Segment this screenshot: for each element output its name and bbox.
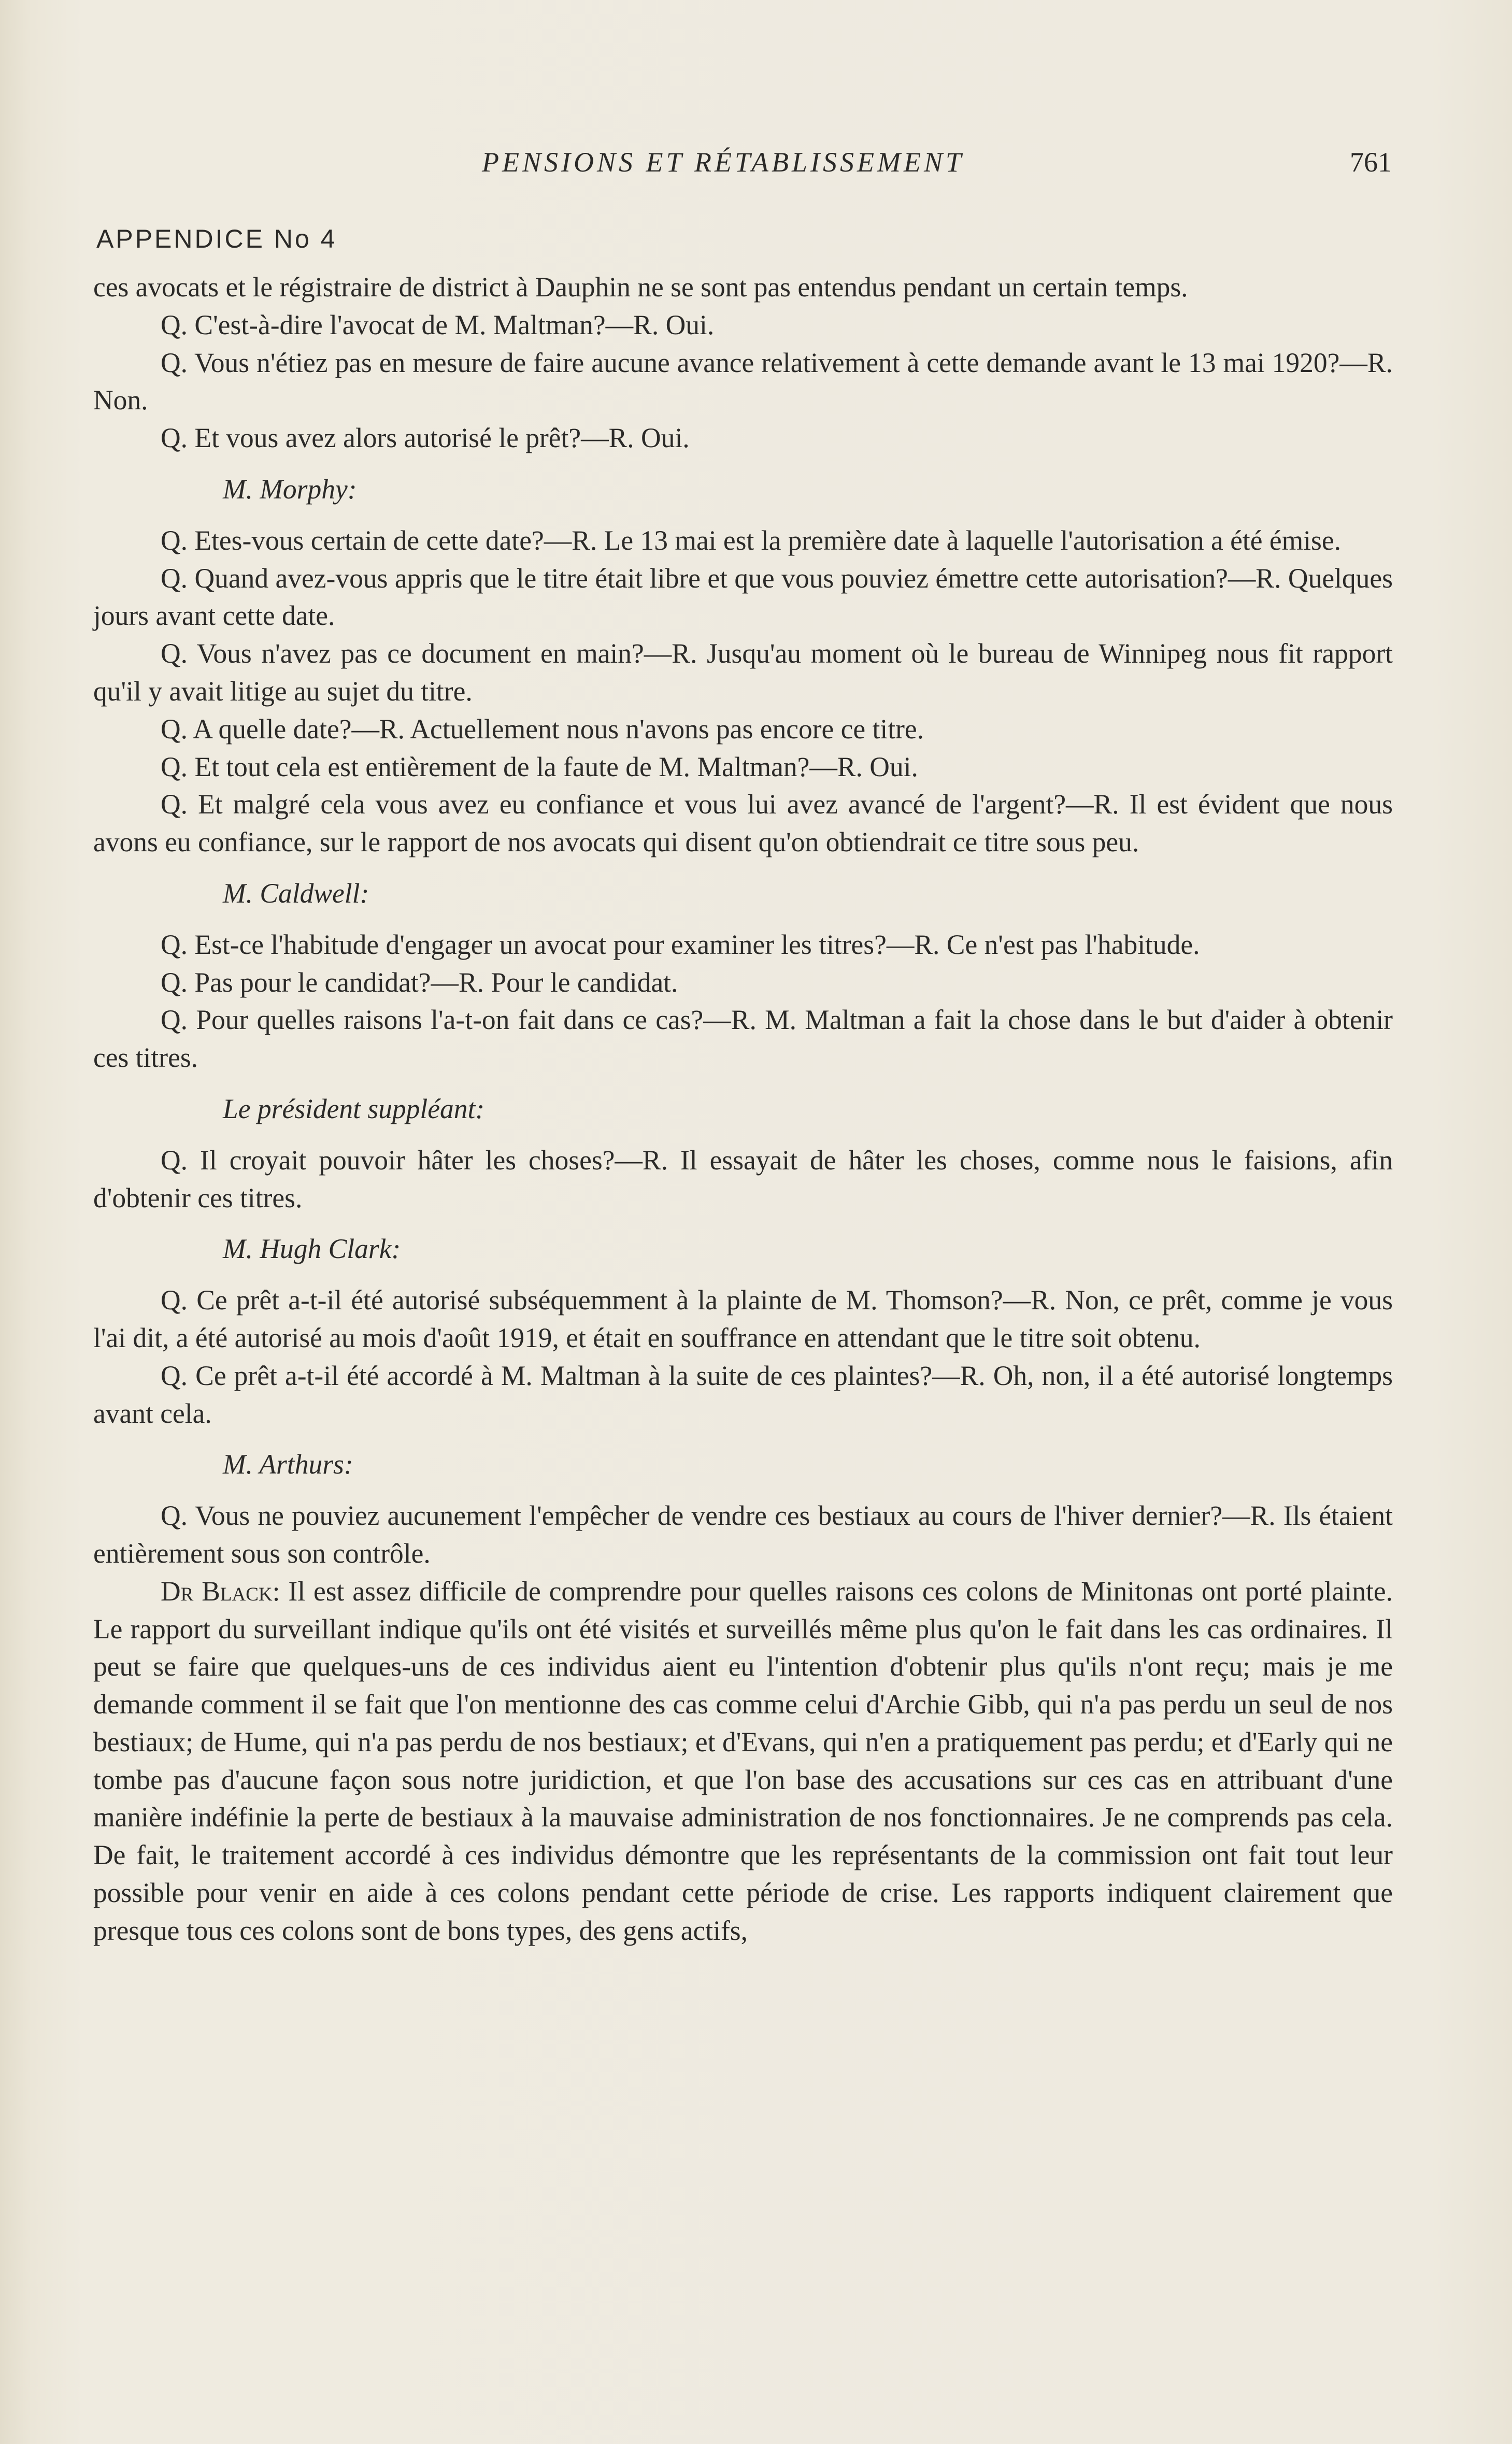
paragraph: Q. Il croyait pouvoir hâter les choses?—R. Il essayait de hâter les choses, comme nous le faisions, afin d'obtenir ces titres. bbox=[93, 1144, 1393, 1213]
paragraph: Q. Ce prêt a-t-il été autorisé subséquemment à la plainte de M. Thomson?—R. Non, ce prêt, comme je vous l'ai dit, a été autorisé au mois d'août 1919, et était en souffrance en attendant que le titre soit obtenu. bbox=[93, 1284, 1393, 1353]
speaker-label: M. Arthurs: bbox=[223, 1449, 353, 1480]
appendix-label: APPENDICE No 4 bbox=[96, 224, 337, 253]
running-title: PENSIONS ET RÉTABLISSEMENT bbox=[482, 147, 965, 178]
speaker-label: M. Morphy: bbox=[223, 473, 357, 505]
paragraph-text: Il est assez difficile de comprendre pour quelles raisons ces colons de Minitonas ont porté plainte. Le rapport du surveillant indique qu'ils ont été visités et surveillés même plus qu'on le fait dans les cas ordinaires. Il peut se faire que quelques-uns de ces individus aient eu l'intention d'obtenir plus qu'ils n'ont reçu; mais je me demande comment il se fait que l'on mentionne des cas comme celui d'Archie Gibb, qui n'a pas perdu un seul de nos bestiaux; de Hume, qui n'a pas perdu de nos bestiaux; et d'Evans, qui n'en a pratiquement pas perdu; et d'Early qui ne tombe pas d'aucune façon sous notre juridiction, et que l'on base des accusations sur ces cas en attribuant d'une manière indéfinie la perte de bestiaux à la mauvaise administration de nos fonctionnaires. Je ne comprends pas cela. De fait, le traitement accordé à ces individus démontre que les représentants de la commission ont fait tout leur possible pour venir en aide à ces colons pendant cette période de crise. Les rapports indiquent clairement que presque tous ces colons sont de bons types, des gens actifs, bbox=[93, 1575, 1393, 1946]
paragraph: Q. Pour quelles raisons l'a-t-on fait dans ce cas?—R. M. Maltman a fait la chose dans le but d'aider à obtenir ces titres. bbox=[93, 1004, 1393, 1074]
speaker-label: M. Hugh Clark: bbox=[223, 1233, 401, 1265]
paragraph: Q. Vous n'étiez pas en mesure de faire aucune avance relativement à cette demande avant le 13 mai 1920?—R. Non. bbox=[93, 347, 1393, 416]
paragraph bbox=[93, 1573, 1393, 1950]
paragraph: Q. Vous ne pouviez aucunement l'empêcher de vendre ces bestiaux au cours de l'hiver dernier?—R. Ils étaient entièrement sous son contrôle. bbox=[93, 1500, 1393, 1569]
paragraph: Q. Quand avez-vous appris que le titre était libre et que vous pouviez émettre cette autorisation?—R. Quelques jours avant cette date. bbox=[93, 562, 1393, 632]
speaker-label: Le président suppléant: bbox=[223, 1093, 485, 1124]
paragraph: Q. Est-ce l'habitude d'engager un avocat pour examiner les titres?—R. Ce n'est pas l'habitude. bbox=[161, 928, 1200, 960]
paragraph: Q. Et tout cela est entièrement de la faute de M. Maltman?—R. Oui. bbox=[161, 751, 918, 782]
paragraph: Q. C'est-à-dire l'avocat de M. Maltman?—R. Oui. bbox=[161, 309, 715, 340]
paragraph: Q. A quelle date?—R. Actuellement nous n'avons pas encore ce titre. bbox=[161, 713, 924, 745]
speaker-label: M. Caldwell: bbox=[223, 877, 369, 909]
paragraph: Q. Vous n'avez pas ce document en main?—R. Jusqu'au moment où le bureau de Winnipeg nous fit rapport qu'il y avait litige au sujet du titre. bbox=[93, 638, 1393, 707]
paragraph: Q. Et vous avez alors autorisé le prêt?—R. Oui. bbox=[161, 422, 690, 454]
paragraph: Q. Et malgré cela vous avez eu confiance et vous lui avez avancé de l'argent?—R. Il est évident que nous avons eu confiance, sur le rapport de nos avocats qui disent qu'on obtiendrait ce titre sous peu. bbox=[93, 789, 1393, 858]
page-number: 761 bbox=[1350, 147, 1392, 178]
body-text bbox=[93, 268, 1393, 1950]
speaker-lead: Dr Black: bbox=[161, 1575, 280, 1607]
paragraph: Q. Pas pour le candidat?—R. Pour le candidat. bbox=[161, 966, 678, 998]
running-head bbox=[0, 146, 1512, 182]
paragraph: ces avocats et le régistraire de district à Dauphin ne se sont pas entendus pendant un certain temps. bbox=[93, 271, 1188, 303]
paragraph: Q. Ce prêt a-t-il été accordé à M. Maltman à la suite de ces plaintes?—R. Oh, non, il a été autorisé longtemps avant cela. bbox=[93, 1360, 1393, 1429]
paragraph: Q. Etes-vous certain de cette date?—R. Le 13 mai est la première date à laquelle l'autorisation a été émise. bbox=[161, 524, 1341, 556]
